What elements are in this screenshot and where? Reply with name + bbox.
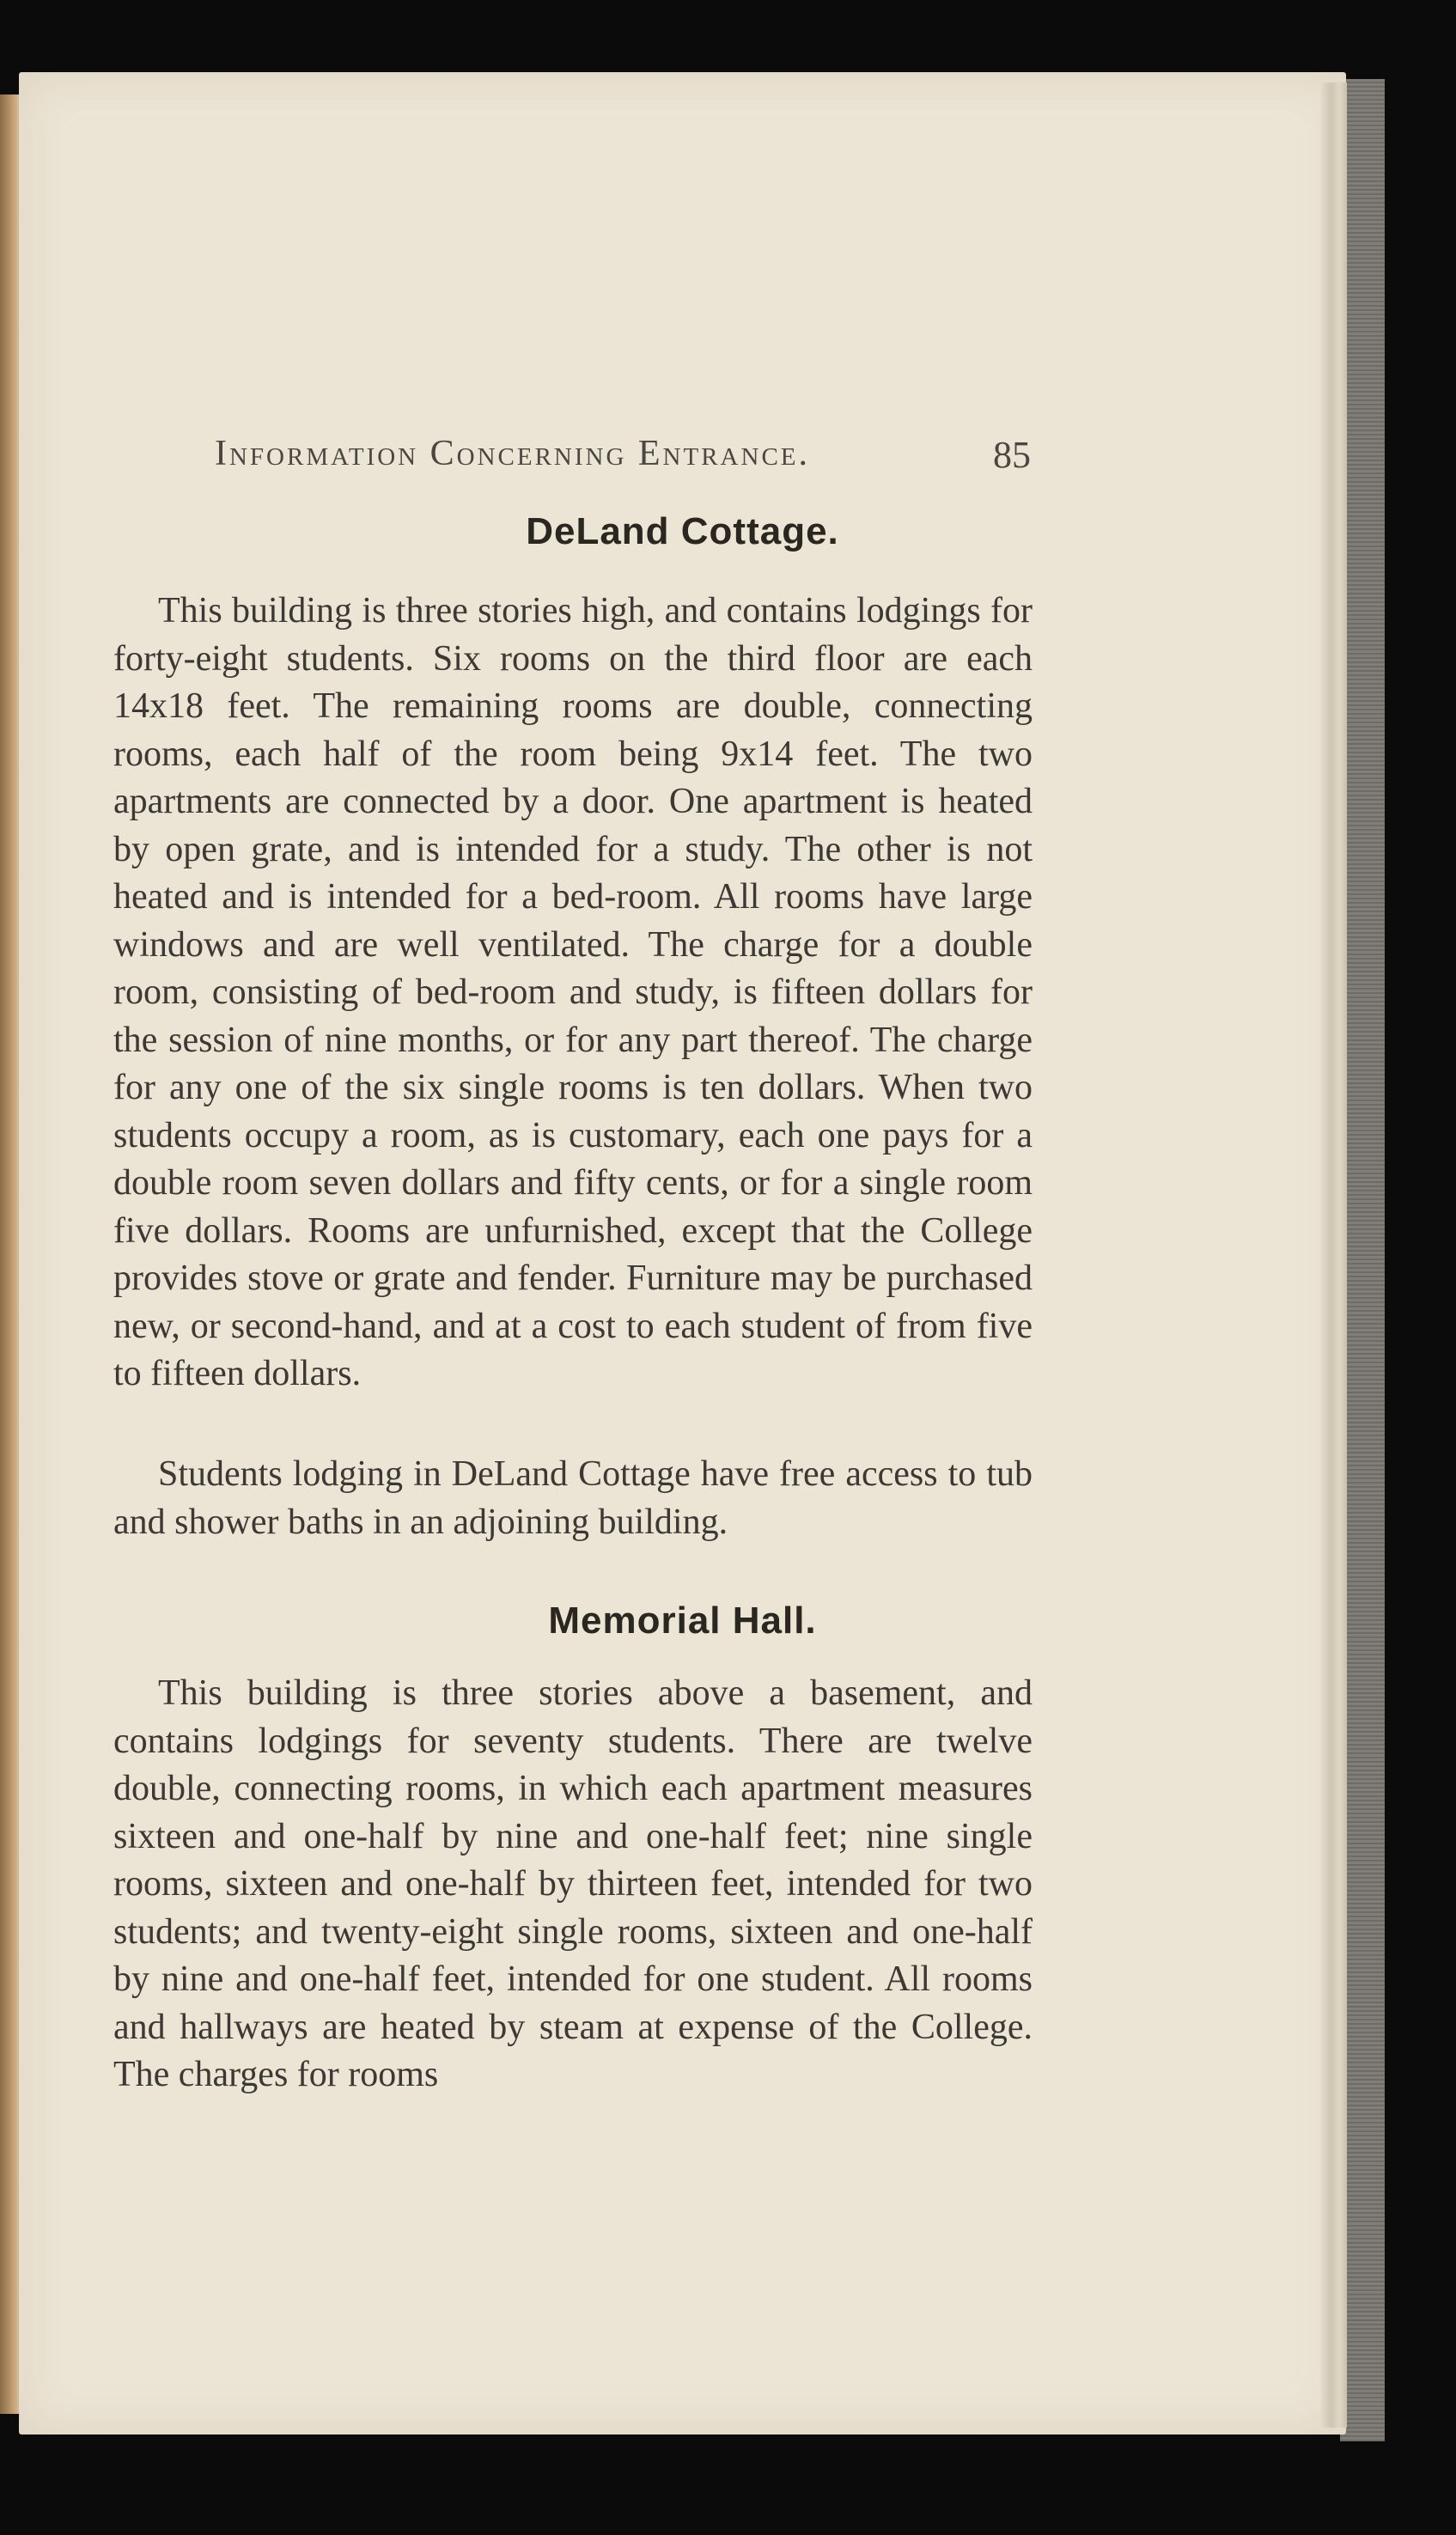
book-page xyxy=(19,72,1346,2434)
page-edge-stack xyxy=(1321,82,1347,2428)
section-title-memorial-hall: Memorial Hall. xyxy=(548,1600,817,1642)
paragraph-text: This building is three stories high, and contains lodgings for forty-eight students. Six rooms on the third floor are each 14x18 feet. The remaining rooms are double, connecting rooms, each half of the room being 9x14 feet. The two apartments are connected by a door. One apartment is heated by open grate, and is intended for a study. The other is not heated and is intended for a bed-room. All rooms have large windows and are well ventilated. The charge for a double room, consisting of bed-room and study, is fifteen dollars for the session of nine months, or for any part thereof. The charge for any one of the six single rooms is ten dollars. When two students occupy a room, as is customary, each one pays for a double room seven dollars and fifty cents, or for a single room five dollars. Rooms are unfurnished, except that the College provides stove or grate and fender. Furniture may be purchased new, or second-hand, and at a cost to each student of from five to fifteen dollars. xyxy=(113,591,1033,1393)
page-number: 85 xyxy=(993,434,1031,476)
paragraph-text: Students lodging in DeLand Cottage have free access to tub and shower baths in an adjoining building. xyxy=(113,1454,1033,1542)
section-title-deland-cottage: DeLand Cottage. xyxy=(526,510,839,552)
page-header xyxy=(215,433,1031,484)
paragraph-deland-cottage-baths xyxy=(113,1451,1033,1546)
paragraph-text: This building is three stories above a basement, and contains lodgings for seventy students. There are twelve double, connecting rooms, in which each apartment measures sixteen and one-half by nine and one-half feet; nine single rooms, sixteen and one-half by thirteen feet, intended for two students; and twenty-eight single rooms, sixteen and one-half by nine and one-half feet, intended for one student. All rooms and hallways are heated by steam at expense of the College. The charges for rooms xyxy=(113,1673,1033,2094)
running-head: Information Concerning Entrance. xyxy=(215,434,810,473)
paragraph-deland-cottage-description xyxy=(113,588,1033,1399)
paragraph-memorial-hall-description xyxy=(113,1670,1033,2099)
